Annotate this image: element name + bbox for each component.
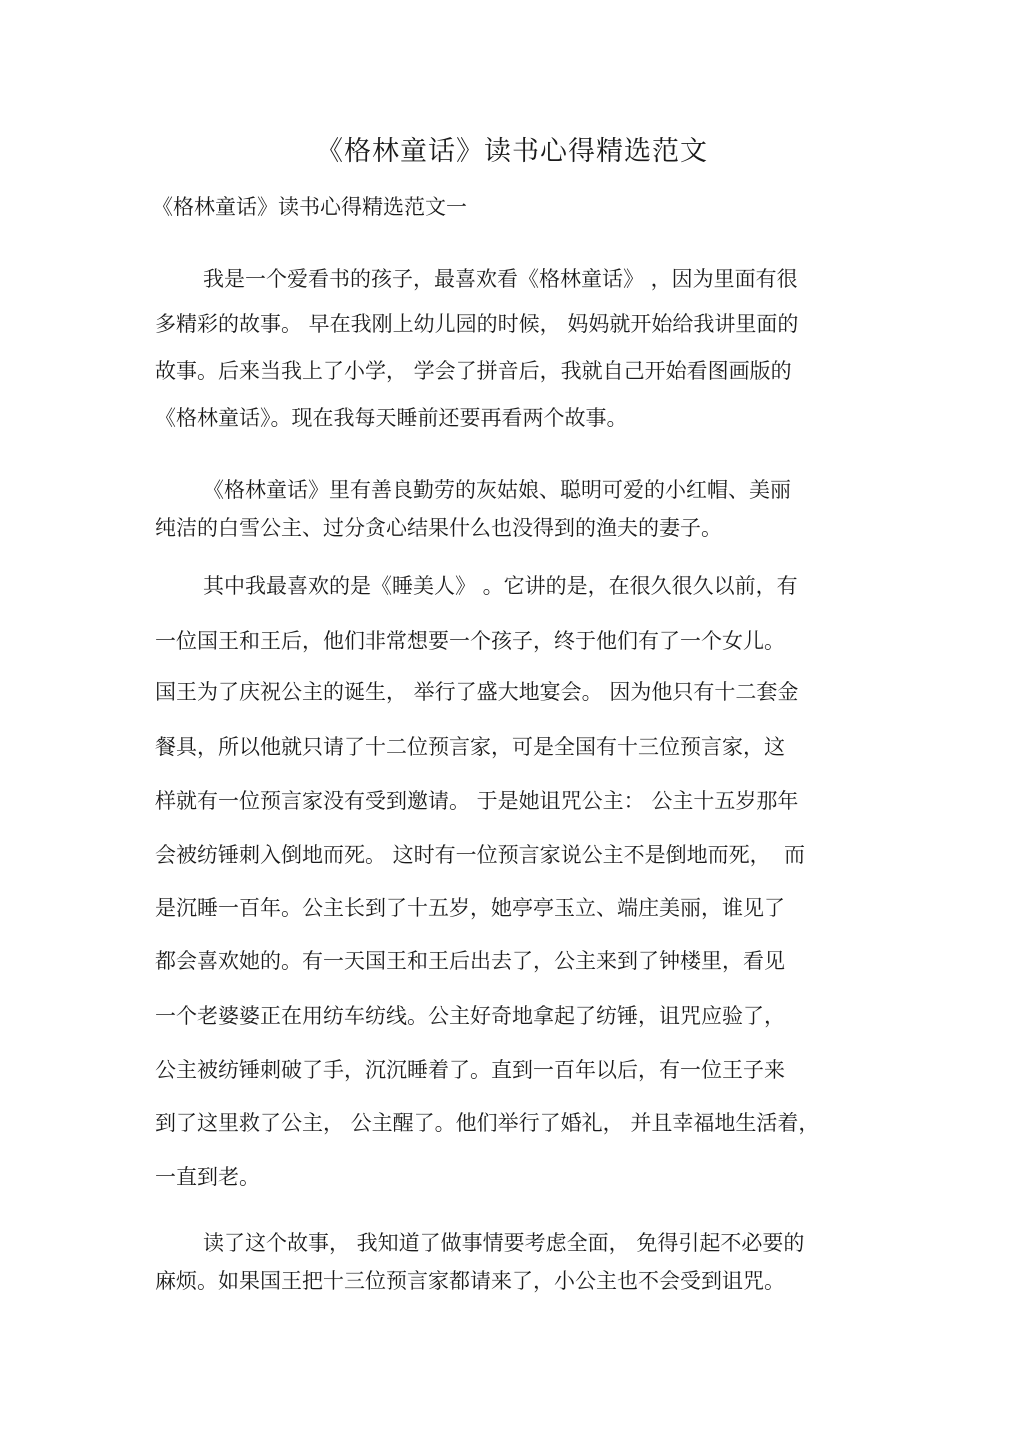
paragraph-1-line-1: 我是一个爱看书的孩子，最喜欢看《格林童话》 ，因为里面有很 [203, 267, 798, 291]
document-title: 《格林童话》读书心得精选范文 [316, 136, 708, 167]
paragraph-4-line-2: 麻烦。如果国王把十三位预言家都请来了，小公主也不会受到诅咒。 [155, 1269, 785, 1293]
paragraph-2-line-2: 纯洁的白雪公主、过分贪心结果什么也没得到的渔夫的妻子。 [155, 516, 722, 540]
paragraph-1-line-4: 《格林童话》。现在我每天睡前还要再看两个故事。 [155, 406, 628, 430]
paragraph-3-line-4: 餐具，所以他就只请了十二位预言家，可是全国有十三位预言家，这 [155, 735, 785, 759]
paragraph-2-line-1: 《格林童话》里有善良勤劳的灰姑娘、聪明可爱的小红帽、美丽 [203, 478, 791, 502]
paragraph-3-line-1: 其中我最喜欢的是《睡美人》 。它讲的是，在很久很久以前，有 [203, 574, 798, 598]
paragraph-3-line-6: 会被纺锤刺入倒地而死。 这时有一位预言家说公主不是倒地而死， 而 [155, 843, 806, 867]
section-subtitle: 《格林童话》读书心得精选范文一 [152, 195, 467, 219]
paragraph-3-line-3: 国王为了庆祝公主的诞生， 举行了盛大地宴会。 因为他只有十二套金 [155, 680, 799, 704]
paragraph-3-line-7: 是沉睡一百年。公主长到了十五岁，她亭亭玉立、端庄美丽，谁见了 [155, 896, 785, 920]
paragraph-3-line-8: 都会喜欢她的。有一天国王和王后出去了，公主来到了钟楼里，看见 [155, 949, 785, 973]
paragraph-3-line-12: 一直到老。 [155, 1165, 260, 1189]
paragraph-1-line-2: 多精彩的故事。 早在我刚上幼儿园的时候， 妈妈就开始给我讲里面的 [155, 312, 799, 336]
paragraph-3-line-2: 一位国王和王后，他们非常想要一个孩子，终于他们有了一个女儿。 [155, 629, 785, 653]
paragraph-4-line-1: 读了这个故事， 我知道了做事情要考虑全面， 免得引起不必要的 [203, 1231, 805, 1255]
paragraph-3-line-11: 到了这里救了公主， 公主醒了。他们举行了婚礼， 并且幸福地生活着， [155, 1111, 820, 1135]
paragraph-3-line-9: 一个老婆婆正在用纺车纺线。公主好奇地拿起了纺锤，诅咒应验了， [155, 1004, 785, 1028]
paragraph-3-line-5: 样就有一位预言家没有受到邀请。 于是她诅咒公主： 公主十五岁那年 [155, 789, 799, 813]
paragraph-1-line-3: 故事。后来当我上了小学， 学会了拼音后，我就自己开始看图画版的 [155, 359, 792, 383]
paragraph-3-line-10: 公主被纺锤刺破了手，沉沉睡着了。直到一百年以后，有一位王子来 [155, 1058, 785, 1082]
